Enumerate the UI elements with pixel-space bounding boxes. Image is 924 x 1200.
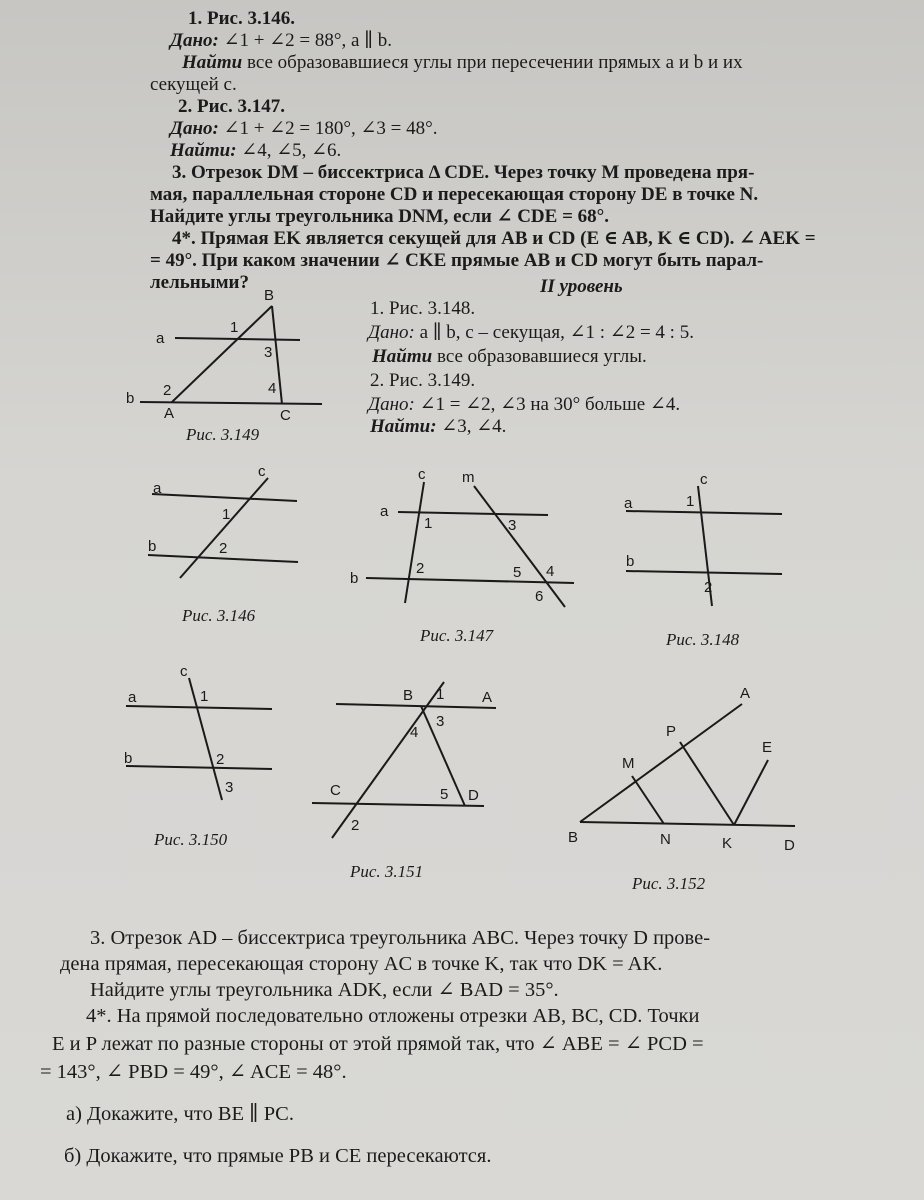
level2-problem-2-title: 2. Рис. 3.149. xyxy=(370,370,476,391)
problem-1-title: 1. Рис. 3.146. xyxy=(188,8,295,29)
label-A: A xyxy=(164,405,175,422)
label-B: B xyxy=(264,287,275,304)
problem-4-line1: 4*. Прямая EK является секущей для AB и CD (E ∈ AB, K ∈ CD). ∠ AEK = xyxy=(172,228,816,249)
label-a: a xyxy=(156,330,165,347)
label-b: b xyxy=(124,750,133,767)
problem-4-line3: лельными? xyxy=(150,272,249,293)
problem-4-line2: = 49°. При каком значении ∠ CKE прямые AB и CD могут быть парал- xyxy=(150,250,764,271)
label-a: a xyxy=(624,495,633,512)
label-a: a xyxy=(153,480,162,497)
label-c: c xyxy=(258,463,266,480)
problem-3-line3: Найдите углы треугольника DNM, если ∠ CDE = 68°. xyxy=(150,206,610,227)
angle-3: 3 xyxy=(264,344,273,361)
caption-3-150: Рис. 3.150 xyxy=(154,830,228,849)
level2-problem-2-given: Дано: ∠1 = ∠2, ∠3 на 30° больше ∠4. xyxy=(368,394,681,415)
bottom-problem-4-line2: E и P лежат по разные стороны от этой прямой так, что ∠ ABE = ∠ PCD = xyxy=(52,1033,704,1055)
problem-3-line2: мая, параллельная стороне CD и пересекающая сторону DE в точке N. xyxy=(150,184,759,205)
label-c: c xyxy=(700,471,708,488)
label-A: A xyxy=(740,685,751,702)
bottom-part-b: б) Докажите, что прямые PB и CE пересекаются. xyxy=(64,1145,492,1167)
problem-2-find: Найти: ∠4, ∠5, ∠6. xyxy=(170,140,342,161)
level-2-heading: II уровень xyxy=(540,276,623,297)
label-K: K xyxy=(722,835,733,852)
caption-3-146: Рис. 3.146 xyxy=(182,606,256,625)
angle-2: 2 xyxy=(219,540,228,557)
angle-5: 5 xyxy=(513,564,522,581)
bottom-problem-3-line2: дена прямая, пересекающая сторону AC в точке K, так что DK = AK. xyxy=(60,953,663,975)
angle-4: 4 xyxy=(546,563,555,580)
label-D: D xyxy=(784,837,795,854)
caption-3-152: Рис. 3.152 xyxy=(632,874,706,893)
angle-1: 1 xyxy=(230,319,239,336)
angle-6: 6 xyxy=(535,588,544,605)
angle-2: 2 xyxy=(216,751,225,768)
angle-1: 1 xyxy=(200,688,209,705)
angle-2: 2 xyxy=(416,560,425,577)
angle-4: 4 xyxy=(268,380,277,397)
label-D: D xyxy=(468,787,479,804)
label-C: C xyxy=(280,407,291,424)
label-b: b xyxy=(126,390,135,407)
angle-5: 5 xyxy=(440,786,449,803)
bottom-problem-4-line1: 4*. На прямой последовательно отложены отрезки AB, BC, CD. Точки xyxy=(86,1005,700,1027)
problem-2-given: Дано: ∠1 + ∠2 = 180°, ∠3 = 48°. xyxy=(170,118,438,139)
problem-1-find-cont: секущей c. xyxy=(150,74,237,95)
angle-2: 2 xyxy=(163,382,172,399)
caption-3-151: Рис. 3.151 xyxy=(350,862,424,881)
level2-problem-1-title: 1. Рис. 3.148. xyxy=(370,298,476,319)
angle-3: 3 xyxy=(436,713,445,730)
bottom-problem-3-line1: 3. Отрезок AD – биссектриса треугольника ABC. Через точку D прове- xyxy=(90,927,711,949)
caption-3-148: Рис. 3.148 xyxy=(666,630,740,649)
caption-3-147: Рис. 3.147 xyxy=(420,626,494,645)
caption-3-149: Рис. 3.149 xyxy=(186,425,260,444)
label-b: b xyxy=(148,538,157,555)
angle-1: 1 xyxy=(424,515,433,532)
problem-2-title: 2. Рис. 3.147. xyxy=(178,96,285,117)
level2-problem-2-find: Найти: ∠3, ∠4. xyxy=(370,416,507,437)
label-P: P xyxy=(666,723,677,740)
angle-2: 2 xyxy=(351,817,360,834)
bottom-problem-3-line3: Найдите углы треугольника ADK, если ∠ BAD = 35°. xyxy=(90,979,559,1001)
label-c: c xyxy=(418,466,426,483)
angle-3: 3 xyxy=(508,517,517,534)
label-b: b xyxy=(350,570,359,587)
label-c: c xyxy=(180,663,188,680)
label-a: a xyxy=(128,689,137,706)
label-N: N xyxy=(660,831,671,848)
label-B: B xyxy=(568,829,579,846)
level2-problem-1-given: Дано: a ∥ b, c – секущая, ∠1 : ∠2 = 4 : 5. xyxy=(368,322,694,343)
angle-1: 1 xyxy=(222,506,231,523)
angle-1: 1 xyxy=(686,493,695,510)
angle-4: 4 xyxy=(410,724,419,741)
problem-3-line1: 3. Отрезок DM – биссектриса Δ CDE. Через точку M проведена пря- xyxy=(172,162,755,183)
problem-1-given: Дано: ∠1 + ∠2 = 88°, a ∥ b. xyxy=(170,30,392,51)
label-m: m xyxy=(462,469,475,486)
angle-1: 1 xyxy=(436,686,445,703)
label-A: A xyxy=(482,689,493,706)
label-C: C xyxy=(330,782,341,799)
label-E: E xyxy=(762,739,773,756)
bottom-part-a: а) Докажите, что BE ∥ PC. xyxy=(66,1103,294,1125)
label-b: b xyxy=(626,553,635,570)
level2-problem-1-find: Найти все образовавшиеся углы. xyxy=(372,346,647,367)
label-a: a xyxy=(380,503,389,520)
problem-1-find: Найти все образовавшиеся углы при пересечении прямых a и b и их xyxy=(182,52,743,73)
label-M: M xyxy=(622,755,635,772)
angle-2: 2 xyxy=(704,579,713,596)
label-B: B xyxy=(403,687,414,704)
angle-3: 3 xyxy=(225,779,234,796)
bottom-problem-4-line3: = 143°, ∠ PBD = 49°, ∠ ACE = 48°. xyxy=(40,1061,347,1083)
